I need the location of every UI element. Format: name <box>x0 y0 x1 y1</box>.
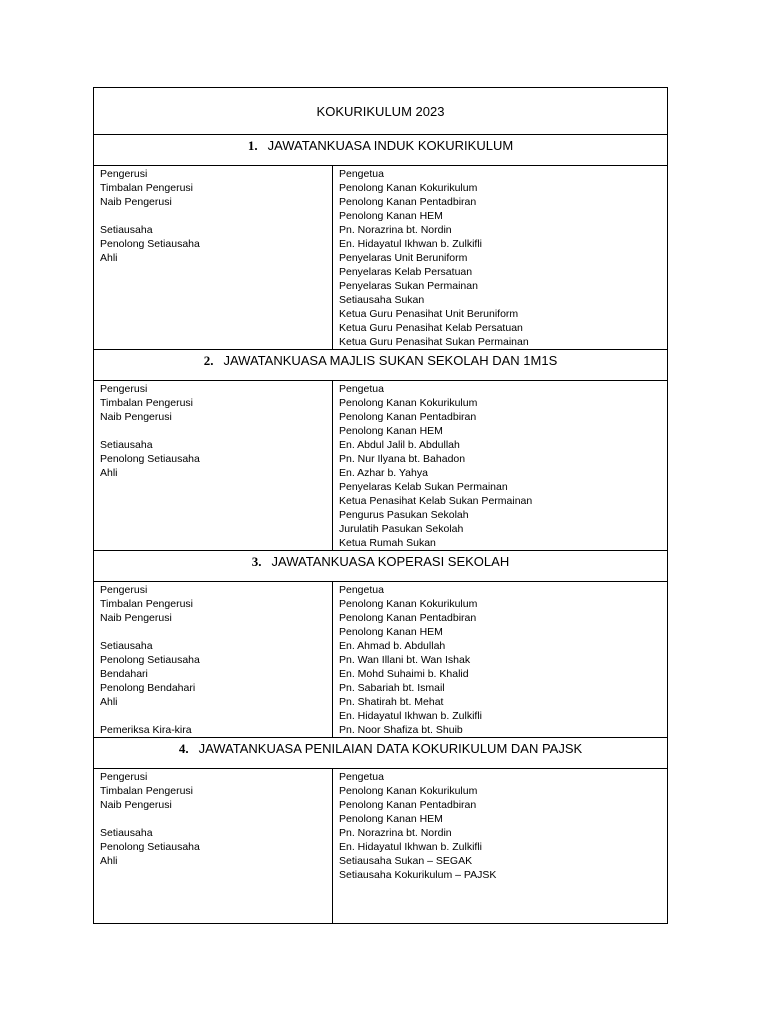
role-label: Timbalan Pengerusi <box>100 182 193 194</box>
member-name: Ketua Guru Penasihat Kelab Persatuan <box>339 322 523 334</box>
section-number: 1. <box>247 138 258 153</box>
member-name: En. Hidayatul Ikhwan b. Zulkifli <box>339 238 482 250</box>
role-label <box>100 812 326 826</box>
role-column <box>94 582 333 738</box>
member-name: Pengetua <box>339 168 384 180</box>
member-name: Setiausaha Sukan <box>339 294 425 306</box>
role-label <box>100 709 326 723</box>
role-label: Pengerusi <box>100 771 148 783</box>
member-name: Pn. Norazrina bt. Nordin <box>339 224 452 236</box>
role-label: Naib Pengerusi <box>100 612 172 624</box>
member-name: Pengurus Pasukan Sekolah <box>339 509 469 521</box>
role-label: Pengerusi <box>100 168 148 180</box>
committee-table <box>93 87 668 924</box>
member-name: Pn. Nur Ilyana bt. Bahadon <box>339 453 466 465</box>
member-name: Penolong Kanan HEM <box>339 813 443 825</box>
member-name: Setiausaha Kokurikulum – PAJSK <box>339 869 497 881</box>
member-name: En. Azhar b. Yahya <box>339 467 428 479</box>
role-label: Ahli <box>100 855 118 867</box>
member-column <box>333 769 668 924</box>
member-name: Penolong Kanan HEM <box>339 425 443 437</box>
member-name: Penolong Kanan Pentadbiran <box>339 612 477 624</box>
section-body-2 <box>94 381 668 551</box>
member-name: Penolong Kanan Kokurikulum <box>339 598 478 610</box>
member-name: Pn. Wan Illani bt. Wan Ishak <box>339 654 471 666</box>
member-name: Penolong Kanan Pentadbiran <box>339 799 477 811</box>
role-label: Bendahari <box>100 668 148 680</box>
member-name: En. Mohd Suhaimi b. Khalid <box>339 668 469 680</box>
member-name: Jurulatih Pasukan Sekolah <box>339 523 464 535</box>
role-label: Pemeriksa Kira-kira <box>100 724 192 736</box>
member-name: Penyelaras Sukan Permainan <box>339 280 478 292</box>
section-number: 4. <box>178 741 189 756</box>
member-column <box>333 166 668 350</box>
role-label: Pengerusi <box>100 383 148 395</box>
role-label: Penolong Setiausaha <box>100 841 200 853</box>
section-title: JAWATANKUASA KOPERASI SEKOLAH <box>271 554 510 569</box>
member-name: Penolong Kanan HEM <box>339 626 443 638</box>
role-label <box>100 625 326 639</box>
role-label <box>100 424 326 438</box>
title-row <box>94 88 668 135</box>
member-name: Penolong Kanan Pentadbiran <box>339 411 477 423</box>
role-label: Naib Pengerusi <box>100 196 172 208</box>
role-label: Pengerusi <box>100 584 148 596</box>
member-name: Penolong Kanan Pentadbiran <box>339 196 477 208</box>
member-name: Ketua Guru Penasihat Unit Beruniform <box>339 308 519 320</box>
role-label: Setiausaha <box>100 640 153 652</box>
member-name: Ketua Rumah Sukan <box>339 537 436 549</box>
member-name: Penolong Kanan Kokurikulum <box>339 182 478 194</box>
role-label: Timbalan Pengerusi <box>100 598 193 610</box>
role-label: Penolong Bendahari <box>100 682 196 694</box>
member-name: En. Hidayatul Ikhwan b. Zulkifli <box>339 710 482 722</box>
section-number: 3. <box>251 554 262 569</box>
member-name: Pengetua <box>339 584 384 596</box>
section-header-2 <box>94 350 668 381</box>
section-title: JAWATANKUASA PENILAIAN DATA KOKURIKULUM DAN PAJSK <box>198 741 583 756</box>
member-column <box>333 582 668 738</box>
member-name: Setiausaha Sukan – SEGAK <box>339 855 473 867</box>
section-body-3 <box>94 582 668 738</box>
role-label: Penolong Setiausaha <box>100 453 200 465</box>
role-label: Setiausaha <box>100 224 153 236</box>
member-name: Pn. Shatirah bt. Mehat <box>339 696 444 708</box>
role-label: Timbalan Pengerusi <box>100 397 193 409</box>
member-name: Penyelaras Kelab Sukan Permainan <box>339 481 508 493</box>
section-number: 2. <box>203 353 214 368</box>
member-name: Pn. Noor Shafiza bt. Shuib <box>339 724 463 736</box>
member-name: Penolong Kanan Kokurikulum <box>339 397 478 409</box>
section-body-4 <box>94 769 668 924</box>
member-name: Pn. Norazrina bt. Nordin <box>339 827 452 839</box>
member-name: En. Hidayatul Ikhwan b. Zulkifli <box>339 841 482 853</box>
section-title: JAWATANKUASA MAJLIS SUKAN SEKOLAH DAN 1M1S <box>223 353 558 368</box>
role-label: Ahli <box>100 252 118 264</box>
section-body-1 <box>94 166 668 350</box>
member-name: En. Ahmad b. Abdullah <box>339 640 446 652</box>
role-label: Setiausaha <box>100 827 153 839</box>
member-name: En. Abdul Jalil b. Abdullah <box>339 439 460 451</box>
member-column <box>333 381 668 551</box>
role-column <box>94 769 333 924</box>
member-name: Pn. Sabariah bt. Ismail <box>339 682 445 694</box>
section-header-1 <box>94 135 668 166</box>
role-label: Naib Pengerusi <box>100 799 172 811</box>
member-name: Ketua Guru Penasihat Sukan Permainan <box>339 336 529 348</box>
role-column <box>94 166 333 350</box>
member-name: Pengetua <box>339 771 384 783</box>
member-name: Penyelaras Unit Beruniform <box>339 252 468 264</box>
member-name: Pengetua <box>339 383 384 395</box>
member-name: Ketua Penasihat Kelab Sukan Permainan <box>339 495 533 507</box>
role-label: Timbalan Pengerusi <box>100 785 193 797</box>
role-label: Penolong Setiausaha <box>100 238 200 250</box>
member-name: Penolong Kanan HEM <box>339 210 443 222</box>
role-label: Penolong Setiausaha <box>100 654 200 666</box>
role-label: Naib Pengerusi <box>100 411 172 423</box>
role-column <box>94 381 333 551</box>
document-title: KOKURIKULUM 2023 <box>94 88 668 135</box>
member-name: Penyelaras Kelab Persatuan <box>339 266 473 278</box>
section-title: JAWATANKUASA INDUK KOKURIKULUM <box>267 138 514 153</box>
role-label: Ahli <box>100 467 118 479</box>
section-header-4 <box>94 738 668 769</box>
member-name: Penolong Kanan Kokurikulum <box>339 785 478 797</box>
role-label: Setiausaha <box>100 439 153 451</box>
section-header-3 <box>94 551 668 582</box>
role-label: Ahli <box>100 696 118 708</box>
role-label <box>100 209 326 223</box>
